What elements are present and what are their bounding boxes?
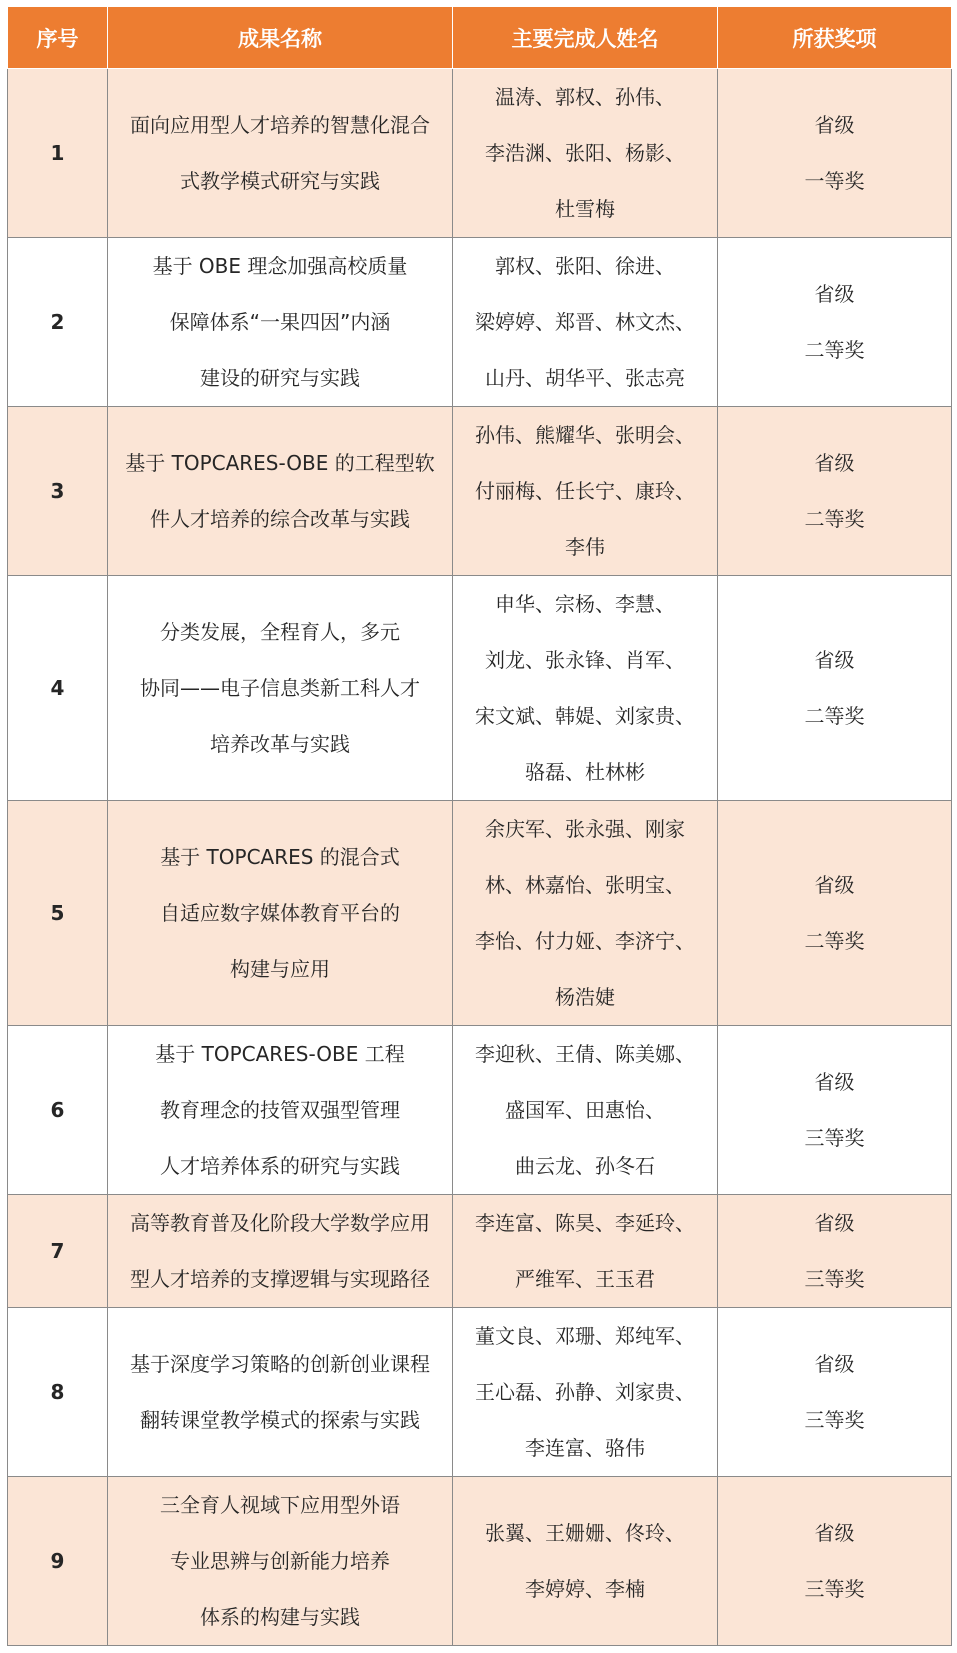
header-row bbox=[8, 7, 952, 69]
award-line: 三等奖 bbox=[804, 1408, 865, 1432]
completers-line: 刘龙、张永锋、肖军、 bbox=[485, 648, 685, 672]
completers-line: 余庆军、张永强、刚家 bbox=[485, 817, 685, 841]
award-line: 二等奖 bbox=[804, 704, 865, 728]
completers-line: 申华、宗杨、李慧、 bbox=[495, 592, 675, 616]
row-number: 6 bbox=[8, 1026, 108, 1195]
completers-cell bbox=[453, 407, 718, 576]
award-line: 省级 bbox=[814, 1352, 855, 1376]
completers-cell bbox=[453, 1026, 718, 1195]
award-line: 一等奖 bbox=[804, 169, 865, 193]
completers-line: 董文良、邓珊、郑纯军、 bbox=[475, 1324, 695, 1348]
completers-line: 林、林嘉怡、张明宝、 bbox=[485, 873, 685, 897]
achievement-name-line: 保障体系“一果四因”内涵 bbox=[169, 310, 391, 334]
award-line: 省级 bbox=[814, 451, 855, 475]
table-row bbox=[8, 238, 952, 407]
row-number: 9 bbox=[8, 1477, 108, 1646]
achievement-name-line: 分类发展，全程育人，多元 bbox=[160, 620, 400, 644]
table-row bbox=[8, 69, 952, 238]
row-number: 8 bbox=[8, 1308, 108, 1477]
row-number: 5 bbox=[8, 801, 108, 1026]
award-line: 省级 bbox=[814, 113, 855, 137]
award-cell bbox=[718, 69, 952, 238]
achievement-name-line: 自适应数字媒体教育平台的 bbox=[160, 901, 400, 925]
achievement-name-cell bbox=[108, 238, 453, 407]
award-line: 省级 bbox=[814, 1070, 855, 1094]
row-number: 2 bbox=[8, 238, 108, 407]
header-award: 所获奖项 bbox=[718, 7, 952, 69]
award-cell bbox=[718, 1308, 952, 1477]
completers-line: 李迎秋、王倩、陈美娜、 bbox=[475, 1042, 695, 1066]
achievement-name-cell bbox=[108, 1308, 453, 1477]
award-line: 三等奖 bbox=[804, 1267, 865, 1291]
achievement-name-cell bbox=[108, 407, 453, 576]
award-cell bbox=[718, 576, 952, 801]
achievement-name-line: 高等教育普及化阶段大学数学应用 bbox=[130, 1211, 430, 1235]
achievement-name-line: 协同——电子信息类新工科人才 bbox=[140, 676, 420, 700]
achievement-name-line: 人才培养体系的研究与实践 bbox=[160, 1154, 400, 1178]
completers-cell bbox=[453, 1477, 718, 1646]
achievement-name-line: 建设的研究与实践 bbox=[200, 366, 360, 390]
completers-line: 梁婷婷、郑晋、林文杰、 bbox=[475, 310, 695, 334]
achievement-name-line: 基于深度学习策略的创新创业课程 bbox=[130, 1352, 430, 1376]
achievement-name-line: 件人才培养的综合改革与实践 bbox=[150, 507, 410, 531]
award-cell bbox=[718, 1477, 952, 1646]
achievement-name-line: 翻转课堂教学模式的探索与实践 bbox=[140, 1408, 420, 1432]
completers-line: 杨浩婕 bbox=[555, 985, 615, 1009]
achievement-name-cell bbox=[108, 69, 453, 238]
completers-cell bbox=[453, 801, 718, 1026]
award-cell bbox=[718, 801, 952, 1026]
achievement-name-line: 基于 TOPCARES-OBE 工程 bbox=[155, 1042, 405, 1066]
completers-cell bbox=[453, 1308, 718, 1477]
award-line: 省级 bbox=[814, 873, 855, 897]
row-number: 3 bbox=[8, 407, 108, 576]
completers-line: 李浩渊、张阳、杨影、 bbox=[485, 141, 685, 165]
achievement-name-line: 三全育人视域下应用型外语 bbox=[160, 1493, 400, 1517]
achievement-name-line: 专业思辨与创新能力培养 bbox=[170, 1549, 390, 1573]
award-line: 省级 bbox=[814, 1521, 855, 1545]
award-cell bbox=[718, 1026, 952, 1195]
completers-line: 李连富、骆伟 bbox=[525, 1436, 645, 1460]
completers-line: 王心磊、孙静、刘家贵、 bbox=[475, 1380, 695, 1404]
achievement-name-line: 基于 TOPCARES-OBE 的工程型软 bbox=[125, 451, 435, 475]
table-row bbox=[8, 407, 952, 576]
completers-line: 孙伟、熊耀华、张明会、 bbox=[475, 423, 695, 447]
achievement-name-line: 型人才培养的支撑逻辑与实现路径 bbox=[130, 1267, 430, 1291]
completers-line: 温涛、郭权、孙伟、 bbox=[495, 85, 675, 109]
achievement-name-cell bbox=[108, 1195, 453, 1308]
achievement-name-line: 培养改革与实践 bbox=[210, 732, 350, 756]
table-row bbox=[8, 801, 952, 1026]
achievement-name-line: 基于 TOPCARES 的混合式 bbox=[160, 845, 400, 869]
table-row bbox=[8, 1477, 952, 1646]
completers-line: 付丽梅、任长宁、康玲、 bbox=[475, 479, 695, 503]
completers-line: 严维军、王玉君 bbox=[515, 1267, 655, 1291]
achievement-name-line: 教育理念的技管双强型管理 bbox=[160, 1098, 400, 1122]
completers-cell bbox=[453, 238, 718, 407]
award-line: 省级 bbox=[814, 1211, 855, 1235]
award-line: 二等奖 bbox=[804, 929, 865, 953]
completers-line: 宋文斌、韩媞、刘家贵、 bbox=[475, 704, 695, 728]
achievement-name-line: 面向应用型人才培养的智慧化混合 bbox=[130, 113, 430, 137]
achievement-name-line: 式教学模式研究与实践 bbox=[180, 169, 380, 193]
achievement-name-cell bbox=[108, 801, 453, 1026]
completers-cell bbox=[453, 69, 718, 238]
row-number: 7 bbox=[8, 1195, 108, 1308]
completers-line: 杜雪梅 bbox=[555, 197, 615, 221]
header-people: 主要完成人姓名 bbox=[453, 7, 718, 69]
completers-line: 山丹、胡华平、张志亮 bbox=[485, 366, 685, 390]
completers-cell bbox=[453, 576, 718, 801]
header-no: 序号 bbox=[8, 7, 108, 69]
row-number: 1 bbox=[8, 69, 108, 238]
awards-table bbox=[7, 6, 952, 1646]
table-body bbox=[8, 69, 952, 1646]
completers-line: 李伟 bbox=[565, 535, 605, 559]
achievement-name-cell bbox=[108, 1026, 453, 1195]
completers-line: 盛国军、田惠怡、 bbox=[505, 1098, 665, 1122]
completers-line: 李连富、陈昊、李延玲、 bbox=[475, 1211, 695, 1235]
award-cell bbox=[718, 407, 952, 576]
table-row bbox=[8, 1308, 952, 1477]
award-line: 省级 bbox=[814, 648, 855, 672]
award-cell bbox=[718, 238, 952, 407]
award-line: 三等奖 bbox=[804, 1126, 865, 1150]
completers-line: 李怡、付力娅、李济宁、 bbox=[475, 929, 695, 953]
table-row bbox=[8, 1026, 952, 1195]
achievement-name-line: 构建与应用 bbox=[230, 957, 330, 981]
completers-line: 张翼、王姗姗、佟玲、 bbox=[485, 1521, 685, 1545]
achievement-name-line: 基于 OBE 理念加强高校质量 bbox=[152, 254, 408, 278]
award-line: 二等奖 bbox=[804, 338, 865, 362]
award-line: 二等奖 bbox=[804, 507, 865, 531]
completers-cell bbox=[453, 1195, 718, 1308]
award-line: 三等奖 bbox=[804, 1577, 865, 1601]
table-row bbox=[8, 576, 952, 801]
award-cell bbox=[718, 1195, 952, 1308]
achievement-name-line: 体系的构建与实践 bbox=[200, 1605, 360, 1629]
header-name: 成果名称 bbox=[108, 7, 453, 69]
completers-line: 李婷婷、李楠 bbox=[525, 1577, 645, 1601]
award-line: 省级 bbox=[814, 282, 855, 306]
table-row bbox=[8, 1195, 952, 1308]
completers-line: 郭权、张阳、徐进、 bbox=[495, 254, 675, 278]
completers-line: 骆磊、杜林彬 bbox=[525, 760, 645, 784]
completers-line: 曲云龙、孙冬石 bbox=[515, 1154, 655, 1178]
achievement-name-cell bbox=[108, 1477, 453, 1646]
achievement-name-cell bbox=[108, 576, 453, 801]
row-number: 4 bbox=[8, 576, 108, 801]
